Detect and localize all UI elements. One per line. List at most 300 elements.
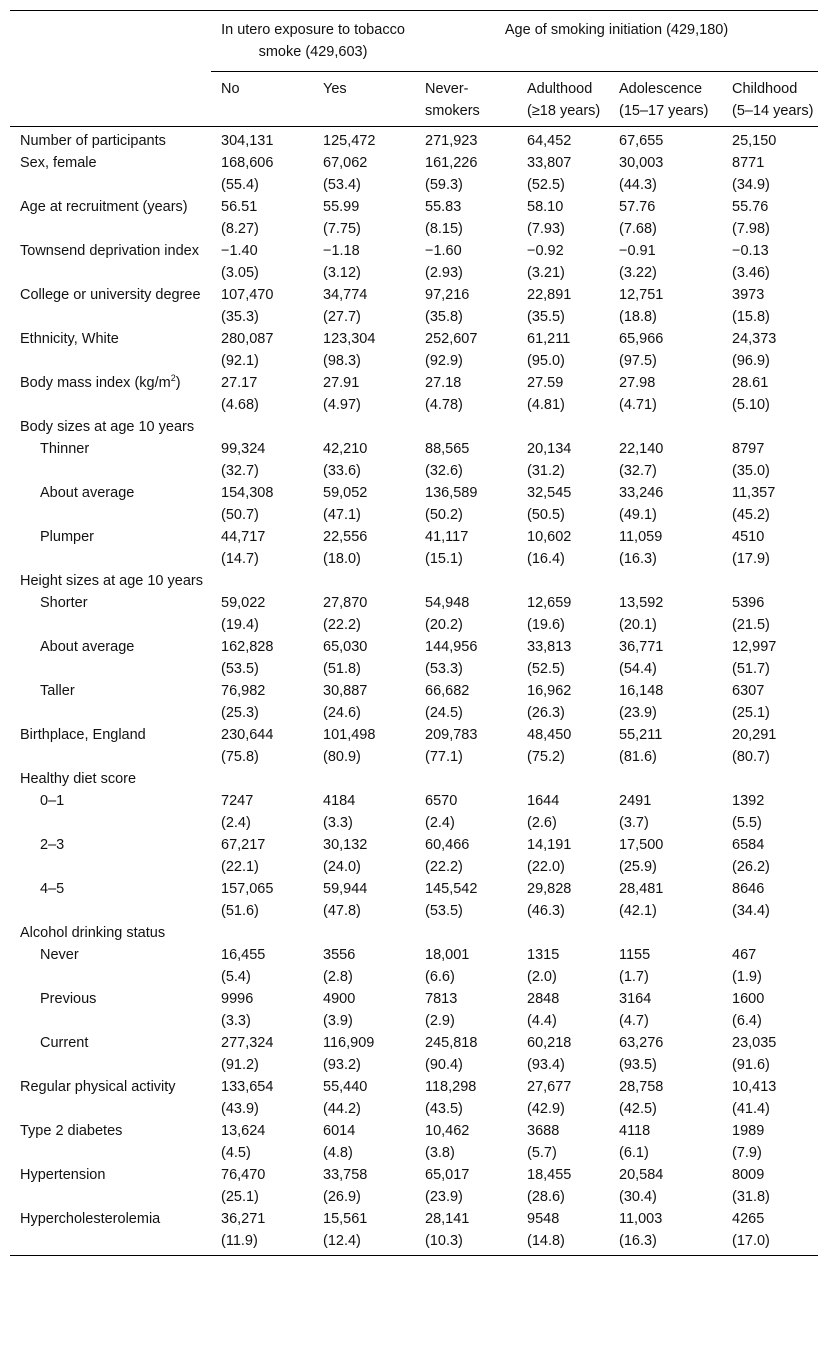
cell-value: 118,298	[425, 1079, 477, 1095]
cell-percentage: (6.1)	[619, 1145, 649, 1161]
cell-percentage: (17.9)	[732, 551, 770, 567]
cell-percentage: (4.78)	[425, 397, 463, 413]
cell-value: 28,481	[619, 881, 664, 897]
baseline-characteristics-table	[10, 10, 818, 1256]
cell-value: 2491	[619, 793, 652, 809]
table-row	[10, 636, 818, 680]
table-cell	[517, 724, 609, 768]
row-label-text: Healthy diet score	[20, 771, 137, 787]
cell-value: 27.18	[425, 375, 462, 391]
cell-value: 22,556	[323, 529, 368, 545]
cell-value: 67,062	[323, 155, 368, 171]
cell-value: 65,966	[619, 331, 664, 347]
table-cell	[722, 372, 818, 416]
cell-percentage: (31.8)	[732, 1189, 770, 1205]
cell-percentage: (91.2)	[221, 1057, 259, 1073]
cell-percentage: (93.2)	[323, 1057, 361, 1073]
table-cell	[415, 944, 517, 988]
row-label	[10, 240, 211, 284]
cell-value: 1155	[619, 947, 651, 963]
cell-percentage: (20.1)	[619, 617, 657, 633]
table-cell	[313, 240, 415, 284]
row-label-text: Sex, female	[20, 155, 97, 171]
table-cell	[517, 1208, 609, 1256]
cell-value: 8771	[732, 155, 765, 171]
row-label-text: Shorter	[40, 595, 88, 611]
cell-percentage: (6.4)	[732, 1013, 762, 1029]
cell-value: 4510	[732, 529, 765, 545]
table-cell	[211, 768, 313, 790]
cell-value: 11,357	[732, 485, 776, 501]
cell-value: 23,035	[732, 1035, 777, 1051]
table-row	[10, 570, 818, 592]
table-row	[10, 240, 818, 284]
cell-percentage: (1.9)	[732, 969, 762, 985]
cell-value: 59,052	[323, 485, 368, 501]
table-cell	[722, 724, 818, 768]
table-row	[10, 1032, 818, 1076]
cell-percentage: (25.1)	[221, 1189, 259, 1205]
cell-percentage: (5.4)	[221, 969, 251, 985]
table-cell	[313, 1208, 415, 1256]
cell-value: 133,654	[221, 1079, 274, 1095]
table-cell	[415, 1208, 517, 1256]
cell-value: 8797	[732, 441, 765, 457]
table-cell	[313, 438, 415, 482]
table-cell	[722, 878, 818, 922]
cell-percentage: (91.6)	[732, 1057, 770, 1073]
cell-percentage: (4.97)	[323, 397, 361, 413]
table-cell	[517, 240, 609, 284]
cell-percentage: (47.8)	[323, 903, 361, 919]
cell-percentage: (2.4)	[425, 815, 455, 831]
cell-percentage: (2.8)	[323, 969, 353, 985]
cell-percentage: (4.71)	[619, 397, 657, 413]
cell-percentage: (22.2)	[425, 859, 463, 875]
cell-value: 24,373	[732, 331, 777, 347]
cell-percentage: (3.12)	[323, 265, 361, 281]
row-label-text: Number of participants	[20, 133, 166, 149]
cell-value: 4265	[732, 1211, 765, 1227]
cell-percentage: (8.15)	[425, 221, 463, 237]
cell-percentage: (77.1)	[425, 749, 463, 765]
table-row	[10, 878, 818, 922]
cell-percentage: (24.5)	[425, 705, 463, 721]
cell-percentage: (93.4)	[527, 1057, 565, 1073]
cell-value: 7247	[221, 793, 254, 809]
cell-percentage: (75.2)	[527, 749, 565, 765]
cell-percentage: (4.81)	[527, 397, 565, 413]
cell-value: 271,923	[425, 133, 478, 149]
row-label-text: Body mass index (kg/m	[20, 375, 171, 391]
table-cell	[722, 636, 818, 680]
cell-percentage: (4.4)	[527, 1013, 557, 1029]
table-cell	[211, 944, 313, 988]
row-label-text: About average	[40, 639, 135, 655]
table-cell	[415, 988, 517, 1032]
row-label-text: Taller	[40, 683, 75, 699]
table-cell	[415, 1076, 517, 1120]
table-cell	[609, 1120, 722, 1164]
table-cell	[211, 680, 313, 724]
table-cell	[211, 526, 313, 570]
table-row	[10, 768, 818, 790]
cell-value: 20,584	[619, 1167, 664, 1183]
cell-value: 33,246	[619, 485, 664, 501]
row-label-text: About average	[40, 485, 135, 501]
table-cell	[517, 526, 609, 570]
cell-value: −0.13	[732, 243, 769, 259]
table-cell	[722, 988, 818, 1032]
table-cell	[415, 636, 517, 680]
table-row	[10, 680, 818, 724]
cell-percentage: (2.0)	[527, 969, 557, 985]
cell-percentage: (53.4)	[323, 177, 361, 193]
cell-percentage: (28.6)	[527, 1189, 565, 1205]
cell-value: 3164	[619, 991, 652, 1007]
cell-value: 33,758	[323, 1167, 368, 1183]
cell-percentage: (3.05)	[221, 265, 259, 281]
cell-value: 67,217	[221, 837, 266, 853]
cell-value: 60,466	[425, 837, 470, 853]
cell-percentage: (43.5)	[425, 1101, 463, 1117]
cell-percentage: (90.4)	[425, 1057, 463, 1073]
table-cell	[211, 328, 313, 372]
cell-percentage: (4.5)	[221, 1145, 251, 1161]
cell-percentage: (25.3)	[221, 705, 259, 721]
cell-percentage: (4.8)	[323, 1145, 353, 1161]
cell-value: 12,659	[527, 595, 572, 611]
row-label-text: Townsend deprivation index	[20, 243, 199, 259]
table-cell	[415, 680, 517, 724]
cell-percentage: (42.9)	[527, 1101, 565, 1117]
table-cell	[211, 636, 313, 680]
cell-percentage: (35.3)	[221, 309, 259, 325]
table-cell	[517, 790, 609, 834]
row-label	[10, 482, 211, 526]
cell-percentage: (3.22)	[619, 265, 657, 281]
cell-value: 3556	[323, 947, 356, 963]
row-label-text: Hypercholesterolemia	[20, 1211, 161, 1227]
cell-value: 11,003	[619, 1211, 663, 1227]
cell-percentage: (22.2)	[323, 617, 361, 633]
cell-percentage: (4.7)	[619, 1013, 649, 1029]
cell-value: 304,131	[221, 133, 274, 149]
table-cell	[517, 152, 609, 196]
cell-percentage: (24.6)	[323, 705, 361, 721]
table-cell	[517, 570, 609, 592]
table-cell	[415, 570, 517, 592]
cell-percentage: (31.2)	[527, 463, 565, 479]
cell-value: 16,962	[527, 683, 572, 699]
cell-percentage: (26.2)	[732, 859, 770, 875]
table-cell	[211, 1120, 313, 1164]
cell-percentage: (35.5)	[527, 309, 565, 325]
table-cell	[722, 482, 818, 526]
row-label-text: Hypertension	[20, 1167, 106, 1183]
table-cell	[211, 284, 313, 328]
cell-value: 13,592	[619, 595, 664, 611]
row-label	[10, 834, 211, 878]
cell-value: 12,751	[619, 287, 664, 303]
cell-value: 3688	[527, 1123, 560, 1139]
cell-percentage: (54.4)	[619, 661, 657, 677]
table-cell	[609, 724, 722, 768]
table-cell	[517, 988, 609, 1032]
table-cell	[415, 768, 517, 790]
table-cell	[415, 834, 517, 878]
cell-percentage: (46.3)	[527, 903, 565, 919]
cell-value: 123,304	[323, 331, 376, 347]
cell-value: 20,134	[527, 441, 572, 457]
row-label-text: Current	[40, 1035, 89, 1051]
table-cell	[722, 127, 818, 153]
table-cell	[211, 1208, 313, 1256]
table-row	[10, 790, 818, 834]
table-cell	[517, 878, 609, 922]
table-row	[10, 284, 818, 328]
table-cell	[415, 196, 517, 240]
cell-percentage: (16.3)	[619, 1233, 657, 1249]
cell-value: 116,909	[323, 1035, 375, 1051]
cell-percentage: (22.0)	[527, 859, 565, 875]
cell-value: 10,602	[527, 529, 572, 545]
table-cell	[211, 724, 313, 768]
row-label	[10, 1120, 211, 1164]
cell-percentage: (5.5)	[732, 815, 762, 831]
cell-value: 61,211	[527, 331, 571, 347]
table-cell	[211, 878, 313, 922]
table-cell	[415, 372, 517, 416]
table-cell	[211, 922, 313, 944]
table-cell	[415, 1032, 517, 1076]
cell-percentage: (30.4)	[619, 1189, 657, 1205]
table-cell	[211, 1032, 313, 1076]
table-cell	[722, 1208, 818, 1256]
table-row	[10, 328, 818, 372]
table-cell	[609, 988, 722, 1032]
row-label-text: Alcohol drinking status	[20, 925, 166, 941]
cell-percentage: (55.4)	[221, 177, 259, 193]
table-cell	[313, 790, 415, 834]
cell-value: 3973	[732, 287, 765, 303]
column-header-childhood: Childhood (5–14 years)	[722, 72, 818, 127]
cell-percentage: (18.8)	[619, 309, 657, 325]
cell-value: 18,001	[425, 947, 470, 963]
table-cell	[313, 724, 415, 768]
column-header-no: No	[211, 72, 313, 127]
cell-value: 125,472	[323, 133, 376, 149]
header-group-smoking-initiation: Age of smoking initiation (429,180)	[415, 11, 818, 72]
cell-percentage: (26.3)	[527, 705, 565, 721]
column-header-yes: Yes	[313, 72, 415, 127]
table-cell	[313, 834, 415, 878]
table-cell	[609, 328, 722, 372]
cell-value: 34,774	[323, 287, 368, 303]
table-cell	[609, 284, 722, 328]
table-cell	[415, 416, 517, 438]
table-cell	[211, 416, 313, 438]
table-cell	[722, 1164, 818, 1208]
cell-percentage: (12.4)	[323, 1233, 361, 1249]
cell-percentage: (59.3)	[425, 177, 463, 193]
cell-value: 58.10	[527, 199, 564, 215]
cell-percentage: (20.2)	[425, 617, 463, 633]
cell-percentage: (3.9)	[323, 1013, 353, 1029]
table-cell	[415, 526, 517, 570]
row-label	[10, 127, 211, 153]
cell-percentage: (23.9)	[619, 705, 657, 721]
cell-percentage: (7.68)	[619, 221, 657, 237]
table-row	[10, 1208, 818, 1256]
cell-value: 4184	[323, 793, 356, 809]
table-cell	[609, 790, 722, 834]
table-cell	[722, 570, 818, 592]
table-row	[10, 438, 818, 482]
table-cell	[517, 416, 609, 438]
table-row	[10, 1164, 818, 1208]
table-cell	[517, 636, 609, 680]
cell-value: 10,413	[732, 1079, 777, 1095]
cell-percentage: (43.9)	[221, 1101, 259, 1117]
cell-value: 27,677	[527, 1079, 572, 1095]
table-cell	[415, 152, 517, 196]
row-label	[10, 196, 211, 240]
cell-value: 28,758	[619, 1079, 664, 1095]
cell-value: 10,462	[425, 1123, 470, 1139]
cell-value: 4118	[619, 1123, 651, 1139]
table-cell	[517, 438, 609, 482]
cell-percentage: (5.7)	[527, 1145, 557, 1161]
cell-value: 44,717	[221, 529, 266, 545]
cell-percentage: (53.3)	[425, 661, 463, 677]
cell-value: 230,644	[221, 727, 274, 743]
table-cell	[313, 768, 415, 790]
table-cell	[211, 152, 313, 196]
table-row	[10, 988, 818, 1032]
cell-percentage: (35.0)	[732, 463, 770, 479]
cell-value: 97,216	[425, 287, 470, 303]
cell-percentage: (92.1)	[221, 353, 259, 369]
table-cell	[517, 328, 609, 372]
cell-value: 55.76	[732, 199, 769, 215]
cell-value: 12,997	[732, 639, 777, 655]
cell-value: 29,828	[527, 881, 572, 897]
cell-percentage: (23.9)	[425, 1189, 463, 1205]
cell-percentage: (35.8)	[425, 309, 463, 325]
cell-value: 136,589	[425, 485, 478, 501]
row-label-text: Body sizes at age 10 years	[20, 419, 195, 435]
table-row	[10, 592, 818, 636]
cell-value: 2848	[527, 991, 560, 1007]
row-label	[10, 372, 211, 416]
table-cell	[211, 196, 313, 240]
row-label	[10, 438, 211, 482]
cell-percentage: (32.7)	[619, 463, 657, 479]
table-cell	[313, 944, 415, 988]
table-cell	[609, 922, 722, 944]
cell-value: 101,498	[323, 727, 376, 743]
cell-value: −1.40	[221, 243, 258, 259]
cell-value: 17,500	[619, 837, 664, 853]
cell-value: 1392	[732, 793, 765, 809]
table-cell	[517, 922, 609, 944]
cell-percentage: (44.3)	[619, 177, 657, 193]
cell-percentage: (97.5)	[619, 353, 657, 369]
header-group-in-utero: In utero exposure to tobacco smoke (429,603)	[211, 11, 415, 72]
cell-percentage: (4.68)	[221, 397, 259, 413]
cell-percentage: (51.8)	[323, 661, 361, 677]
table-cell	[313, 1032, 415, 1076]
table-cell	[313, 1164, 415, 1208]
cell-percentage: (1.7)	[619, 969, 649, 985]
table-cell	[722, 592, 818, 636]
table-cell	[313, 878, 415, 922]
table-row	[10, 372, 818, 416]
cell-value: 54,948	[425, 595, 470, 611]
cell-value: 30,003	[619, 155, 664, 171]
cell-value: 55,440	[323, 1079, 368, 1095]
cell-percentage: (33.6)	[323, 463, 361, 479]
row-label	[10, 1208, 211, 1256]
cell-percentage: (51.7)	[732, 661, 770, 677]
cell-percentage: (98.3)	[323, 353, 361, 369]
row-label-text: Never	[40, 947, 79, 963]
cell-percentage: (50.5)	[527, 507, 565, 523]
table-cell	[313, 416, 415, 438]
cell-value: 65,017	[425, 1167, 470, 1183]
table-cell	[415, 922, 517, 944]
cell-value: 20,291	[732, 727, 777, 743]
table-cell	[722, 1120, 818, 1164]
table-cell	[517, 1164, 609, 1208]
cell-percentage: (32.6)	[425, 463, 463, 479]
table-cell	[609, 526, 722, 570]
table-cell	[722, 240, 818, 284]
cell-percentage: (41.4)	[732, 1101, 770, 1117]
cell-value: 157,065	[221, 881, 274, 897]
table-cell	[415, 790, 517, 834]
cell-value: 154,308	[221, 485, 274, 501]
cell-value: 36,271	[221, 1211, 266, 1227]
table-cell	[722, 1032, 818, 1076]
cell-percentage: (7.75)	[323, 221, 361, 237]
row-label	[10, 768, 211, 790]
cell-value: 6584	[732, 837, 765, 853]
row-label	[10, 878, 211, 922]
table-cell	[722, 438, 818, 482]
table-cell	[211, 1076, 313, 1120]
cell-value: 33,807	[527, 155, 572, 171]
table-cell	[313, 526, 415, 570]
cell-value: 65,030	[323, 639, 368, 655]
cell-value: 161,226	[425, 155, 478, 171]
table-cell	[313, 570, 415, 592]
table-cell	[211, 372, 313, 416]
table-cell	[211, 790, 313, 834]
table-row	[10, 1076, 818, 1120]
table-cell	[211, 1164, 313, 1208]
table-cell	[609, 570, 722, 592]
table-cell	[313, 196, 415, 240]
cell-percentage: (51.6)	[221, 903, 259, 919]
cell-value: 67,655	[619, 133, 664, 149]
row-label	[10, 1164, 211, 1208]
cell-value: 41,117	[425, 529, 469, 545]
cell-value: −0.92	[527, 243, 564, 259]
cell-percentage: (18.0)	[323, 551, 361, 567]
cell-percentage: (10.3)	[425, 1233, 463, 1249]
